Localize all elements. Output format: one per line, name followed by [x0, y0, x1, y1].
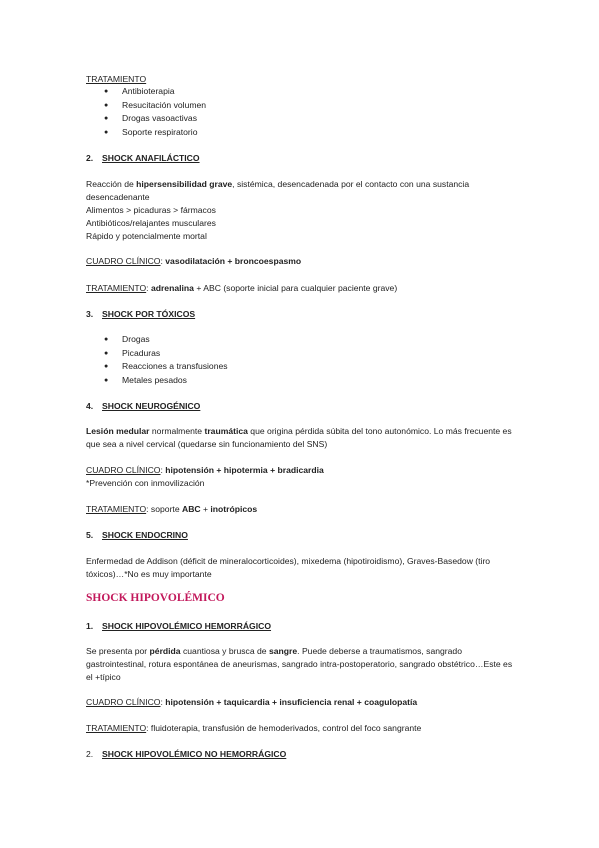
section-number: 4.	[86, 401, 94, 411]
tratamiento-line: TRATAMIENTO: fluidoterapia, transfusión de hemoderivados, control del foco sangrante	[86, 723, 422, 733]
section-title: SHOCK POR TÓXICOS	[102, 309, 196, 319]
paragraph-neurogenico: Lesión medular normalmente traumática que origina pérdida súbita del tono autonómico. Lo más frecuente es que sea a nivel cervical (quedarse sin funcionamiento del SNS)	[86, 426, 512, 449]
bullet-icon: ●	[104, 377, 109, 384]
bullet-icon: ●	[104, 102, 109, 109]
cuadro-clinico-line: CUADRO CLÍNICO: vasodilatación + broncoespasmo	[86, 256, 302, 266]
list-item: Soporte respiratorio	[122, 127, 198, 137]
list-item: Resucitación volumen	[122, 100, 207, 110]
bullet-icon: ●	[104, 88, 109, 95]
tratamiento-heading: TRATAMIENTO	[86, 74, 147, 84]
section-title: SHOCK ENDOCRINO	[102, 530, 188, 540]
section-heading-anafilactico	[86, 153, 200, 164]
text-line: Antibióticos/relajantes musculares	[86, 218, 216, 228]
section-number: 2.	[86, 749, 94, 759]
section-heading-toxicos	[86, 309, 195, 320]
section-heading-neurogenico	[86, 401, 200, 412]
text-line: Alimentos > picaduras > fármacos	[86, 205, 216, 215]
section-title: SHOCK ANAFILÁCTICO	[102, 153, 200, 163]
tratamiento-line: TRATAMIENTO: soporte ABC + inotrópicos	[86, 504, 258, 514]
section-title: SHOCK HIPOVOLÉMICO HEMORRÁGICO	[102, 621, 272, 631]
section-number: 2.	[86, 153, 94, 163]
list-item: Picaduras	[122, 348, 161, 358]
section-number: 5.	[86, 530, 94, 540]
section-heading-no-hemorragico	[86, 749, 286, 760]
list-item: Drogas vasoactivas	[122, 113, 197, 123]
bullet-icon: ●	[104, 336, 109, 343]
tratamiento-line: TRATAMIENTO: adrenalina + ABC (soporte inicial para cualquier paciente grave)	[86, 283, 398, 293]
paragraph-hemorragico: Se presenta por pérdida cuantiosa y brusca de sangre. Puede deberse a traumatismos, sangrado gastrointestinal, rotura espontánea de aneurismas, sangrado intra-postoperatorio, sangrado obstétrico…Este es el +típico	[86, 646, 513, 682]
bullet-icon: ●	[104, 115, 109, 122]
section-heading-endocrino	[86, 530, 188, 541]
section-title: SHOCK HIPOVOLÉMICO NO HEMORRÁGICO	[102, 749, 287, 759]
text-line: Rápido y potencialmente mortal	[86, 231, 207, 241]
cuadro-clinico-line: CUADRO CLÍNICO: hipotensión + hipotermia + bradicardia	[86, 465, 324, 475]
list-item: Metales pesados	[122, 375, 187, 385]
list-item: Antibioterapia	[122, 86, 175, 96]
section-number: 3.	[86, 309, 94, 319]
list-item: Drogas	[122, 334, 150, 344]
cuadro-clinico-line: CUADRO CLÍNICO: hipotensión + taquicardia + insuficiencia renal + coagulopatía	[86, 697, 418, 707]
bullet-icon: ●	[104, 363, 109, 370]
bullet-icon: ●	[104, 350, 109, 357]
section-title: SHOCK NEUROGÉNICO	[102, 401, 201, 411]
list-item: Reacciones a transfusiones	[122, 361, 228, 371]
paragraph-endocrino: Enfermedad de Addison (déficit de mineralocorticoides), mixedema (hipotiroidismo), Graves-Basedow (tiro tóxicos)…*No es muy importante	[86, 556, 491, 579]
shock-hipovolemico-title: SHOCK HIPOVOLÉMICO	[86, 592, 225, 604]
section-number: 1.	[86, 621, 94, 631]
prevention-note: *Prevención con inmovilización	[86, 478, 205, 488]
paragraph-anafilactico: Reacción de hipersensibilidad grave, sistémica, desencadenada por el contacto con una sustancia desencadenante	[86, 179, 470, 202]
bullet-icon: ●	[104, 129, 109, 136]
section-heading-hemorragico	[86, 621, 271, 632]
